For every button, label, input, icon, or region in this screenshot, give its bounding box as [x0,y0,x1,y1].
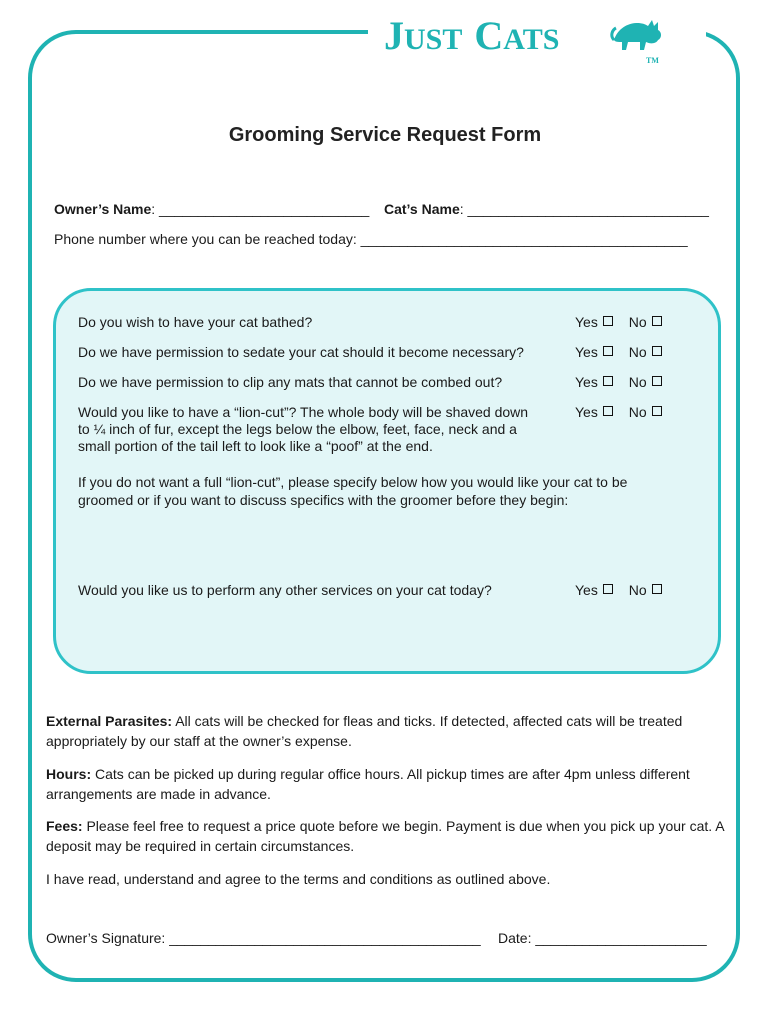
phone-field[interactable]: Phone number where you can be reached today: __________________________________________ [54,231,688,247]
policy-hours: Hours: Cats can be picked up during regular office hours. All pickup times are after 4pm unless different arrangements are made in advance. [46,766,690,802]
lion-cut-options: Yes No [575,404,662,420]
lion-cut-yes-checkbox[interactable] [603,406,613,416]
form-title: Grooming Service Request Form [228,124,542,146]
sedate-yes-checkbox[interactable] [603,346,613,356]
question-mats: Do we have permission to clip any mats that cannot be combed out? [78,374,503,390]
policy-fees: Fees: Please feel free to request a price quote before we begin. Payment is due when you pick up your cat. A deposit may be required in certain circumstances. [46,818,724,854]
other-services-no-checkbox[interactable] [652,584,662,594]
owner-name-label: Owner’s Name [54,201,152,217]
bathed-no-checkbox[interactable] [652,316,662,326]
mats-yes-checkbox[interactable] [603,376,613,386]
grooming-notes-area[interactable] [78,514,668,574]
just-cats-logo: JUST CATS TM [384,13,659,65]
date-field[interactable]: Date: ______________________ [498,930,707,946]
cat-name-blank[interactable]: : _______________________________ [459,201,709,217]
lion-cut-note: If you do not want a full “lion-cut”, please specify below how you would like your cat to be groomed or if you want to discuss specifics with the groomer before they begin: [78,474,628,508]
agreement-text: I have read, understand and agree to the terms and conditions as outlined above. [46,871,551,887]
question-sedate: Do we have permission to sedate your cat should it become necessary? [78,344,524,360]
question-other-services: Would you like us to perform any other services on your cat today? [78,582,492,598]
owner-signature-field[interactable]: Owner’s Signature: ________________________________________ [46,930,481,946]
sedate-options: Yes No [575,344,662,360]
other-services-yes-checkbox[interactable] [603,584,613,594]
mats-no-checkbox[interactable] [652,376,662,386]
sedate-no-checkbox[interactable] [652,346,662,356]
mats-options: Yes No [575,374,662,390]
cat-logo-icon [610,14,666,54]
owner-name-field[interactable] [54,201,369,217]
question-lion-cut: Would you like to have a “lion-cut”? The whole body will be shaved down to ¼ inch of fur, except the legs below the elbow, feet, face, neck and a small portion of the tail left to look like a “poof” at the end. [78,404,529,454]
policy-parasites: External Parasites: All cats will be checked for fleas and ticks. If detected, affected cats will be treated appropriately by our staff at the owner’s expense. [46,713,683,749]
cat-name-label: Cat’s Name [384,201,460,217]
question-bathed: Do you wish to have your cat bathed? [78,314,313,330]
owner-name-blank[interactable]: : ___________________________ [151,201,370,217]
bathed-yes-checkbox[interactable] [603,316,613,326]
other-services-options: Yes No [575,582,662,598]
cat-name-field[interactable] [384,201,709,217]
lion-cut-no-checkbox[interactable] [652,406,662,416]
bathed-options: Yes No [575,314,662,330]
